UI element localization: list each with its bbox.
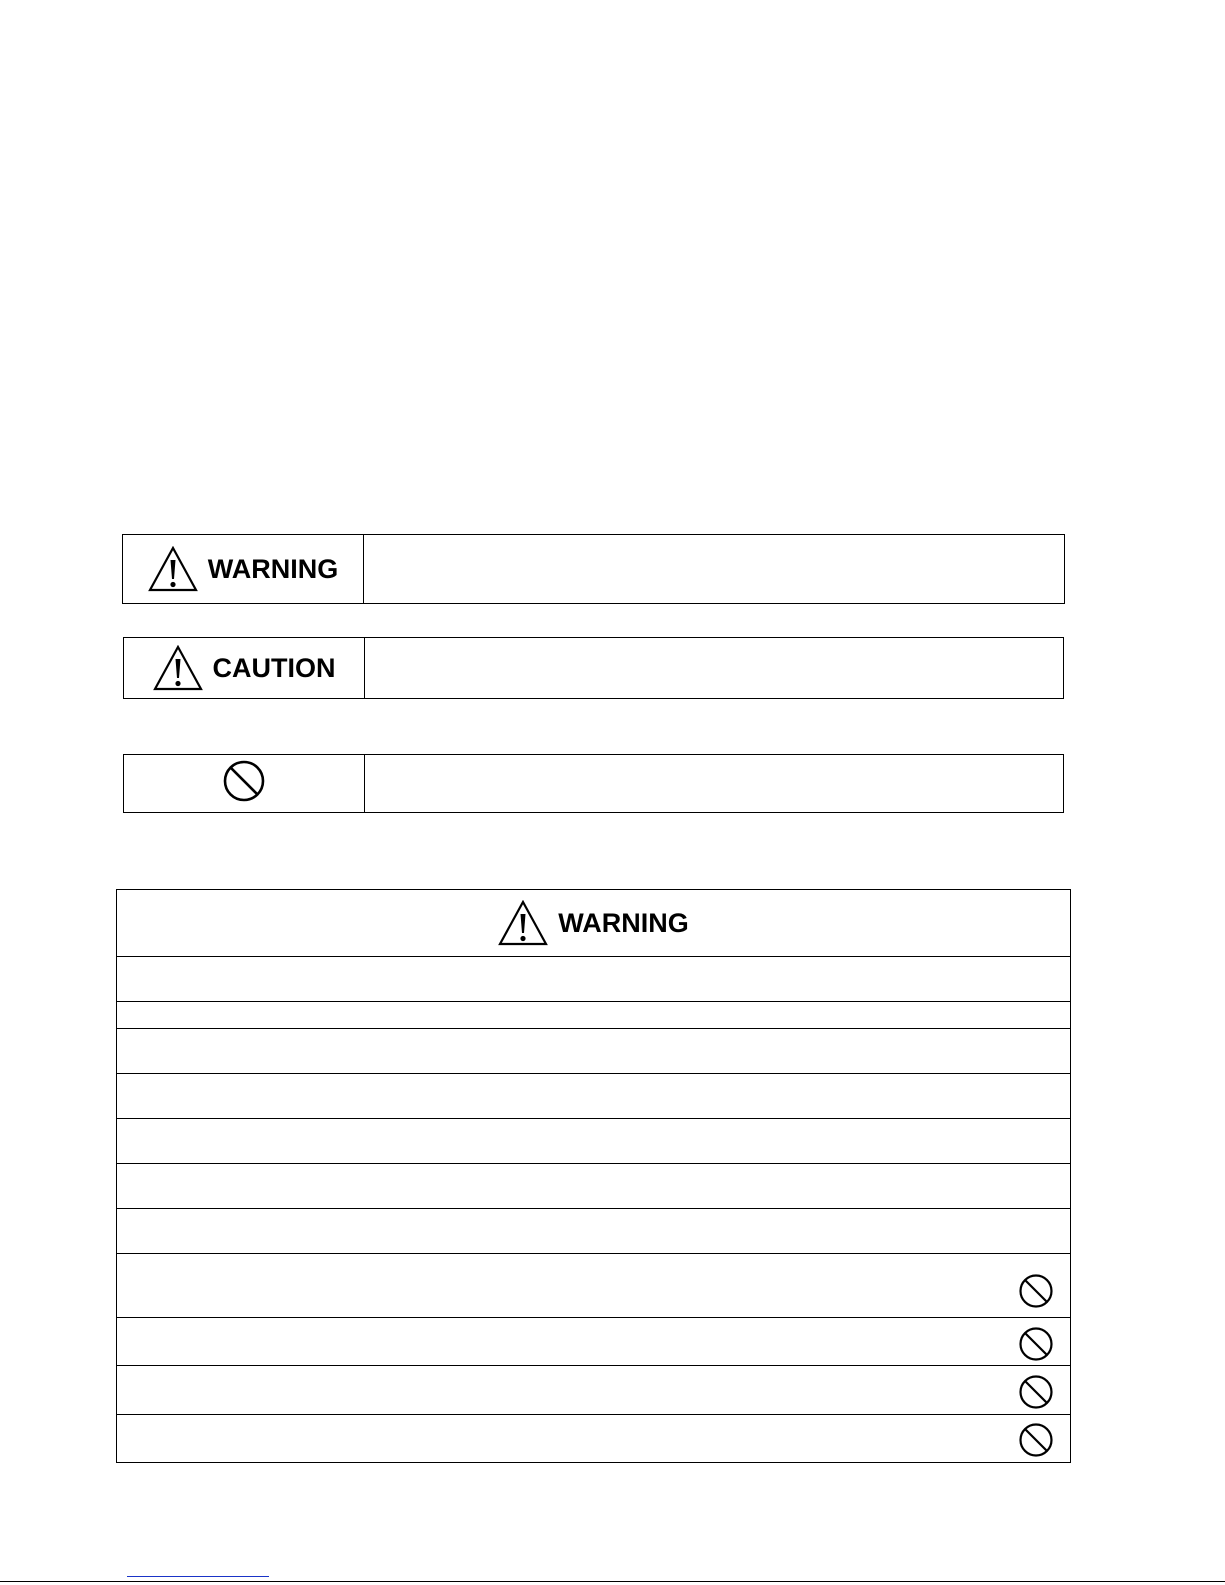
prohibition-icon — [1018, 1273, 1054, 1314]
legend-prohibition-box — [123, 754, 1064, 813]
footer-link-underline[interactable] — [127, 1576, 269, 1577]
warning-row — [117, 1002, 1070, 1029]
legend-prohibition-description — [365, 755, 1063, 812]
warning-row — [117, 1209, 1070, 1254]
warning-triangle-icon — [153, 645, 203, 691]
warning-row — [117, 1254, 1070, 1318]
legend-caution-signal — [124, 638, 365, 698]
warning-row — [117, 1119, 1070, 1164]
warning-triangle-icon — [148, 546, 198, 592]
warning-row — [117, 1074, 1070, 1119]
warning-row — [117, 957, 1070, 1002]
prohibition-icon — [222, 759, 266, 808]
legend-warning-box — [122, 534, 1065, 604]
warning-triangle-icon — [498, 900, 548, 946]
prohibition-icon — [1018, 1374, 1054, 1415]
warning-table-title: WARNING — [558, 907, 689, 938]
warning-label: WARNING — [207, 553, 339, 584]
warning-row — [117, 1415, 1070, 1462]
legend-warning-signal — [123, 535, 364, 603]
caution-label: CAUTION — [212, 652, 336, 683]
warning-row — [117, 1318, 1070, 1366]
page-bottom-rule — [0, 1581, 1225, 1582]
prohibition-icon — [1018, 1422, 1054, 1463]
warning-row — [117, 1164, 1070, 1209]
warning-table-header — [117, 890, 1070, 957]
warning-row — [117, 1029, 1070, 1074]
legend-prohibition-signal — [124, 755, 365, 812]
prohibition-icon — [1018, 1326, 1054, 1367]
legend-warning-description — [364, 535, 1064, 603]
warning-row — [117, 1366, 1070, 1415]
legend-caution-description — [365, 638, 1063, 698]
warning-table — [116, 889, 1071, 1463]
legend-caution-box — [123, 637, 1064, 699]
